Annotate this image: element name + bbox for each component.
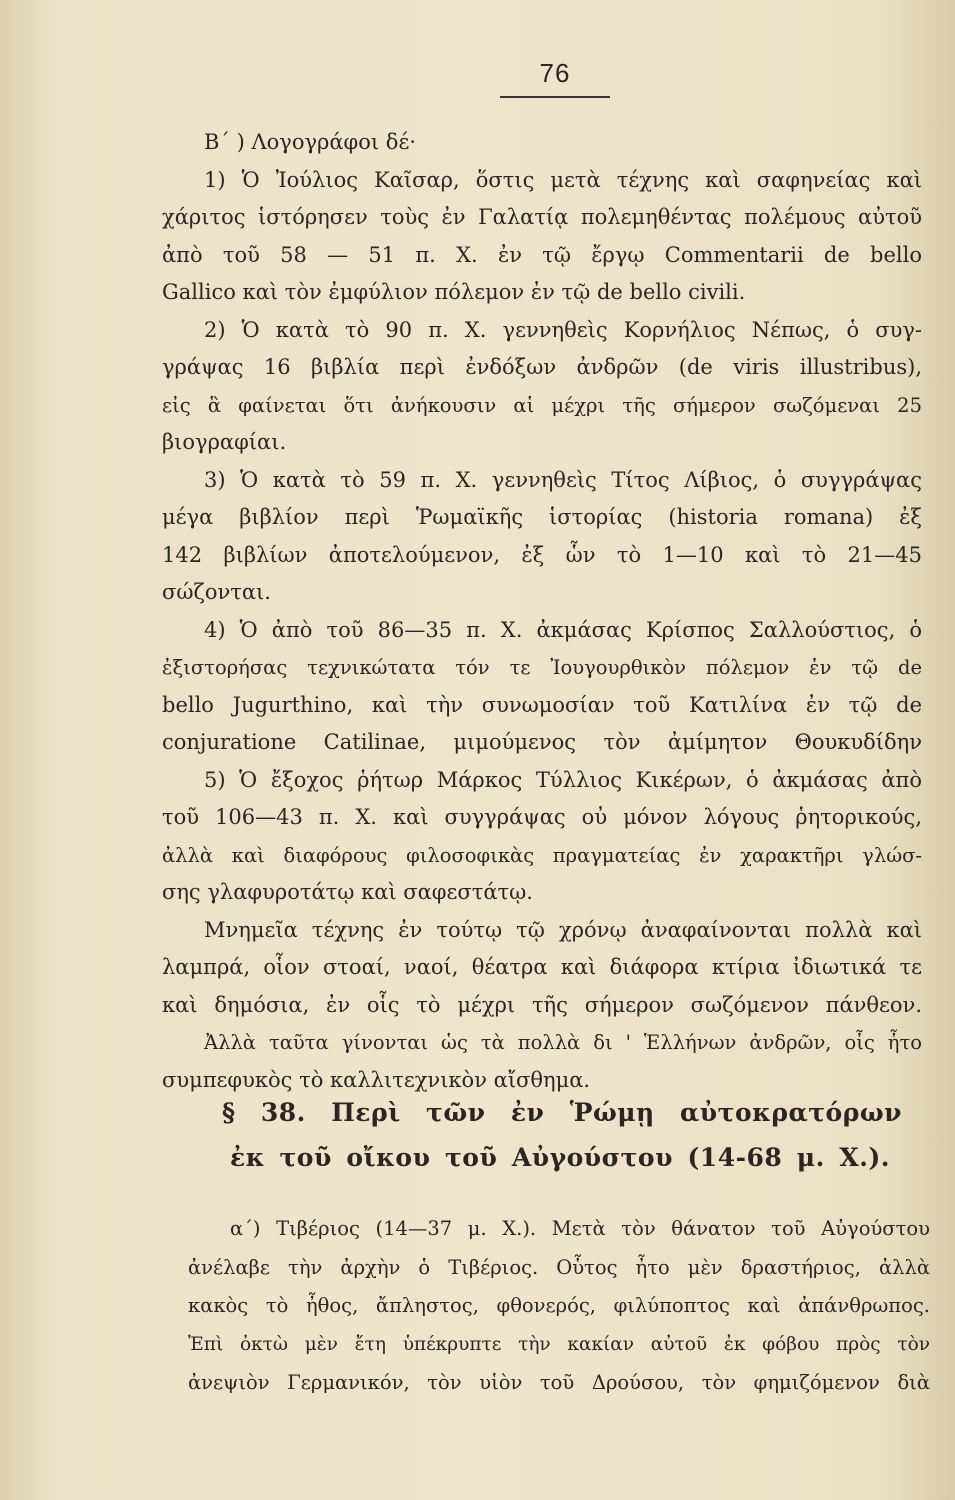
body-line-10: 3) Ὁ κατὰ τὸ 59 π. Χ. γεννηθεὶς Τίτος Λίβιος, ὁ συγγράψας bbox=[204, 467, 922, 492]
body-line-13: σώζονται. bbox=[162, 580, 271, 604]
body-line-16: bello Jugurthino, καὶ τὴν συνωμοσίαν τοῦ Κατιλίνα ἐν τῷ de bbox=[162, 692, 922, 717]
body-line-6: 2) Ὁ κατὰ τὸ 90 π. Χ. γεννηθεὶς Κορνήλιος Νέπως, ὁ συγ- bbox=[204, 317, 922, 342]
section-line-2: ἀνέλαβε τὴν ἀρχὴν ὁ Τιβέριος. Οὗτος ἦτο μὲν δραστήριος, ἀλλὰ bbox=[188, 1255, 930, 1279]
body-line-12: 142 βιβλίων ἀποτελούμενον, ἐξ ὧν τὸ 1—10 καὶ τὸ 21—45 bbox=[162, 542, 922, 567]
section-line-5: ἀνεψιὸν Γερμανικόν, τὸν υἱὸν τοῦ Δρούσου, τὸν φημιζόμενον διὰ bbox=[188, 1371, 930, 1394]
body-line-1: B΄ ) Λογογράφοι δέ· bbox=[204, 130, 417, 154]
section-line-3: κακὸς τὸ ἦθος, ἄπληστος, φθονερός, φιλύποπτος καὶ ἀπάνθρωπος. bbox=[188, 1294, 930, 1317]
body-line-7: γράψας 16 βιβλία περὶ ἐνδόξων ἀνδρῶν (de viris illustribus), bbox=[162, 355, 922, 379]
body-line-23: λαμπρά, οἷον στοαί, ναοί, θέατρα καὶ διάφορα κτίρια ἰδιωτικά τε bbox=[162, 955, 922, 979]
page-number-container bbox=[500, 58, 610, 89]
body-text bbox=[162, 124, 922, 1099]
body-line-18: 5) Ὁ ἔξοχος ῥήτωρ Μάρκος Τύλλιος Κικέρων, ὁ ἀκμάσας ἀπὸ bbox=[204, 767, 922, 792]
body-line-9: βιογραφίαι. bbox=[162, 430, 287, 454]
body-line-21: σης γλαφυροτάτῳ καὶ σαφεστάτῳ. bbox=[162, 880, 533, 904]
body-line-5: Gallico καὶ τὸν ἐμφύλιον πόλεμον ἐν τῷ de bello civili. bbox=[162, 280, 746, 304]
body-line-24: καὶ δημόσια, ἐν οἷς τὸ μέχρι τῆς σήμερον σωζόμενον πάνθεον. bbox=[162, 992, 922, 1017]
section-line-1: α΄) Τιβέριος (14—37 μ. Χ.). Μετὰ τὸν θάνατον τοῦ Αὐγούστου bbox=[230, 1217, 930, 1240]
body-line-15: ἐξιστορήσας τεχνικώτατα τόν τε Ἰουγουρθικὸν πόλεμον ἐν τῷ de bbox=[162, 656, 922, 679]
body-line-20: ἀλλὰ καὶ διαφόρους φιλοσοφικὰς πραγματείας ἐν χαρακτῆρι γλώσ- bbox=[162, 843, 922, 867]
body-line-26: συμπεφυκὸς τὸ καλλιτεχνικὸν αἴσθημα. bbox=[162, 1067, 591, 1092]
body-line-8: εἰς ἃ φαίνεται ὅτι ἀνήκουσιν αἱ μέχρι τῆς σήμερον σωζόμεναι 25 bbox=[162, 393, 922, 417]
body-line-2: 1) Ὁ Ἰούλιος Καῖσαρ, ὅστις μετὰ τέχνης καὶ σαφηνείας καὶ bbox=[204, 167, 922, 192]
body-line-17: conjuratione Catilinae, μιμούμενος τὸν ἀμίμητον Θουκυδίδην bbox=[162, 730, 922, 754]
section-line-4: Ἐπὶ ὀκτὼ μὲν ἔτη ὑπέκρυπτε τὴν κακίαν αὐτοῦ ἐκ φόβου πρὸς τὸν bbox=[188, 1333, 930, 1355]
body-line-3: χάριτος ἱστόρησεν τοὺς ἐν Γαλατίᾳ πολεμηθέντας πολέμους αὐτοῦ bbox=[162, 205, 922, 229]
body-line-19: τοῦ 106—43 π. Χ. καὶ συγγράψας οὐ μόνον λόγους ῥητορικούς, bbox=[162, 805, 922, 829]
body-line-22: Μνημεῖα τέχνης ἐν τούτῳ τῷ χρόνῳ ἀναφαίνονται πολλὰ καὶ bbox=[204, 917, 922, 942]
body-line-4: ἀπὸ τοῦ 58 — 51 π. Χ. ἐν τῷ ἔργῳ Commentarii de bello bbox=[162, 242, 922, 267]
page-number-rule bbox=[500, 96, 610, 98]
body-line-14: 4) Ὁ ἀπὸ τοῦ 86—35 π. Χ. ἀκμάσας Κρίσπος Σαλλούστιος, ὁ bbox=[204, 617, 922, 642]
section-heading-line-1: § 38. Περὶ τῶν ἐν Ῥώμῃ αὐτοκρατόρων bbox=[222, 1098, 902, 1127]
section-text bbox=[188, 1210, 930, 1403]
section-heading-line-2: ἐκ τοῦ οἴκου τοῦ Αὐγούστου (14-68 μ. Χ.). bbox=[230, 1143, 890, 1172]
body-line-11: μέγα βιβλίον περὶ Ῥωμαϊκῆς ἱστορίας (historia romana) ἐξ bbox=[162, 505, 922, 529]
page-number: 76 bbox=[539, 58, 571, 88]
body-line-25: Ἀλλὰ ταῦτα γίνονται ὡς τὰ πολλὰ δι ' Ἑλλήνων ἀνδρῶν, οἷς ἦτο bbox=[204, 1031, 922, 1054]
